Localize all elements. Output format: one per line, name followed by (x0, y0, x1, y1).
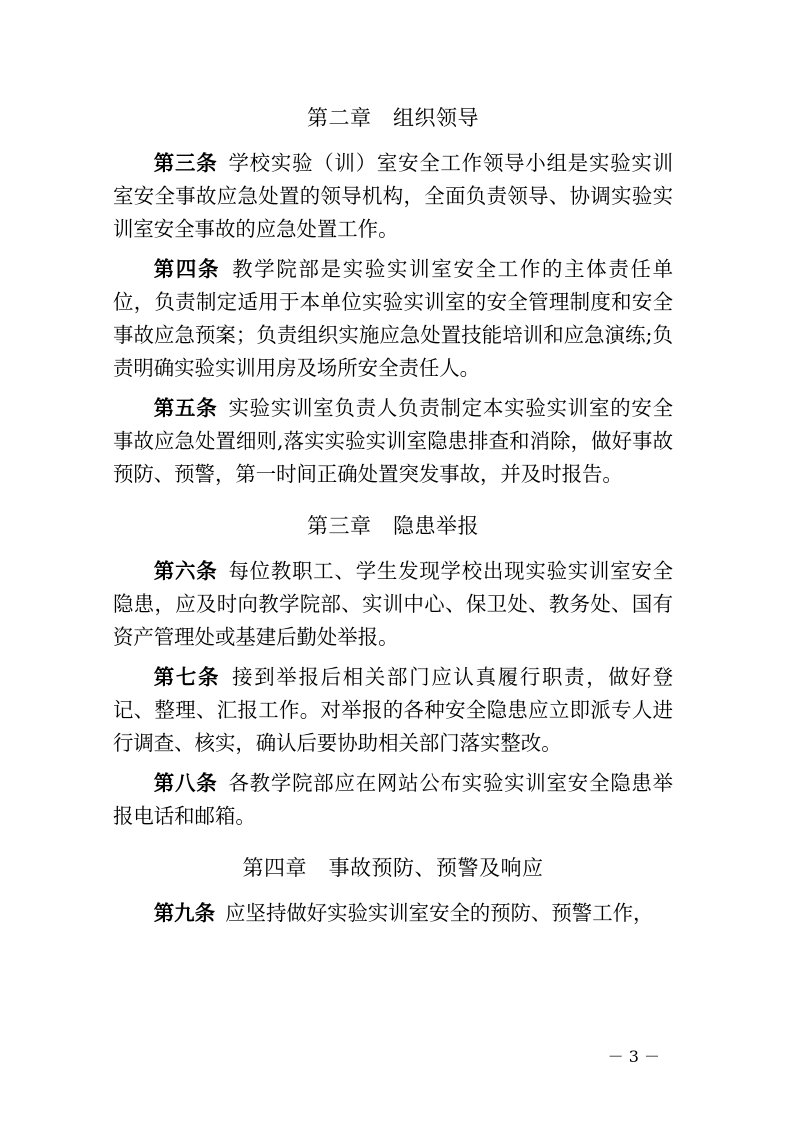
article-4-text: 教学院部是实验实训室安全工作的主体责任单位，负责制定适用于本单位实验实训室的安全管理制度和安全事故应急预案；负责组织实施应急处置技能培训和应急演练;负责明确实验实训用房及场所安全责任人。 (113, 257, 674, 380)
article-7-text: 接到举报后相关部门应认真履行职责，做好登记、整理、汇报工作。对举报的各种安全隐患应立即派专人进行调查、核实，确认后要协助相关部门落实整改。 (113, 665, 674, 755)
article-8 (113, 767, 673, 833)
chapter-3-title: 第三章 隐患举报 (307, 514, 479, 538)
article-9 (113, 897, 673, 930)
page-number: － 3 － (607, 1047, 660, 1066)
article-9-number: 第九条 (153, 901, 215, 925)
article-3-text: 学校实验（训）室安全工作领导小组是实验实训室安全事故应急处置的领导机构，全面负责领导、协调实验实训室安全事故的应急处置工作。 (113, 151, 673, 241)
article-6-number: 第六条 (153, 559, 218, 583)
article-7 (113, 661, 673, 760)
article-5-number: 第五条 (153, 396, 218, 420)
article-3 (113, 147, 673, 246)
article-5-text: 实验实训室负责人负责制定本实验实训室的安全事故应急处置细则,落实实验实训室隐患排查和消除，做好事故预防、预警，第一时间正确处置突发事故，并及时报告。 (113, 396, 673, 486)
article-6-text: 每位教职工、学生发现学校出现实验实训室安全隐患，应及时向教学院部、实训中心、保卫处、教务处、国有资产管理处或基建后勤处举报。 (113, 559, 673, 649)
article-9-text: 应坚持做好实验实训室安全的预防、预警工作， (225, 901, 654, 925)
chapter-2-title: 第二章 组织领导 (307, 106, 479, 130)
page-content (113, 103, 673, 930)
article-6 (113, 555, 673, 654)
article-8-text: 各教学院部应在网站公布实验实训室安全隐患举报电话和邮箱。 (113, 771, 673, 828)
chapter-4-title: 第四章 事故预防、预警及响应 (242, 856, 544, 880)
article-7-number: 第七条 (153, 665, 221, 689)
article-3-number: 第三条 (153, 151, 218, 175)
article-4 (113, 253, 673, 385)
article-5 (113, 392, 673, 491)
article-8-number: 第八条 (153, 771, 218, 795)
article-4-number: 第四条 (153, 257, 221, 281)
